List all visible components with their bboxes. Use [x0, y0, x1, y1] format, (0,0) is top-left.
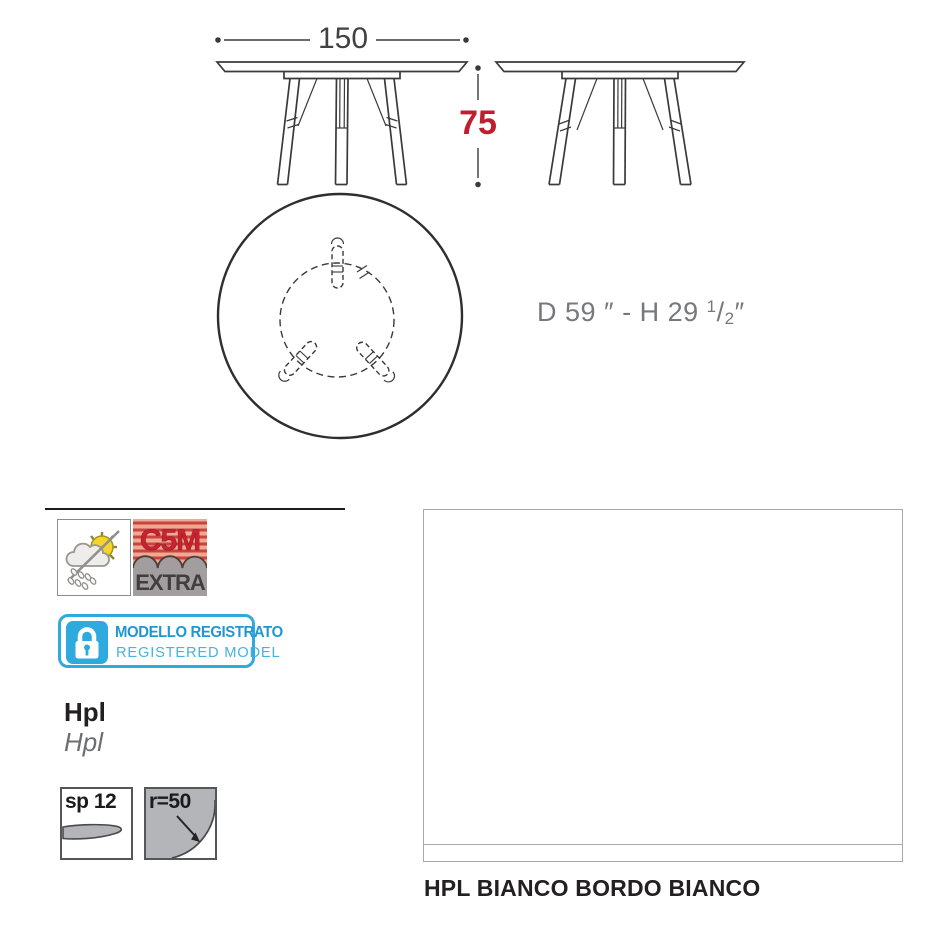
- outdoor-weather-icon: [57, 519, 131, 596]
- finish-caption: HPL BIANCO BORDO BIANCO: [424, 875, 761, 901]
- sun-cloud-rain-icon: [58, 520, 129, 594]
- material-name-translated: Hpl: [64, 727, 104, 757]
- registered-model-line-it: MODELLO REGISTRATO: [115, 624, 283, 641]
- c5m-extra-icon: [133, 519, 207, 596]
- c5m-grade-label: EXTRA: [135, 570, 205, 595]
- thickness-label: sp 12: [65, 790, 117, 813]
- width-dimension-label: 150: [312, 22, 374, 56]
- lock-icon: [66, 621, 108, 664]
- imperial-size-main: D 59 ″ - H 29: [537, 297, 699, 327]
- height-dimension-label: 75: [455, 104, 501, 143]
- top-view-drawing: [218, 194, 462, 438]
- inch-mark: ″: [734, 297, 745, 327]
- c5m-extra-badge: [133, 519, 207, 596]
- fraction-slash: /: [716, 297, 725, 327]
- imperial-size-label: [537, 297, 745, 329]
- section-divider: [45, 508, 345, 510]
- finish-edge-strip: [424, 844, 902, 861]
- registered-model-badge: [58, 614, 283, 668]
- corner-radius-label: r=50: [149, 790, 191, 813]
- finish-swatch: [423, 509, 903, 862]
- c5m-code-label: C5M: [139, 524, 201, 557]
- thickness-spec-box: [60, 787, 133, 860]
- registered-model-line-en: REGISTERED MODEL: [116, 644, 281, 661]
- technical-drawing: [0, 0, 950, 470]
- corner-radius-spec-box: [144, 787, 217, 860]
- fraction-denominator: 2: [724, 309, 735, 328]
- material-name: Hpl: [64, 697, 106, 727]
- side-elevation-drawing: [496, 62, 744, 185]
- front-elevation-drawing: [217, 62, 467, 185]
- fraction-numerator: 1: [706, 297, 717, 316]
